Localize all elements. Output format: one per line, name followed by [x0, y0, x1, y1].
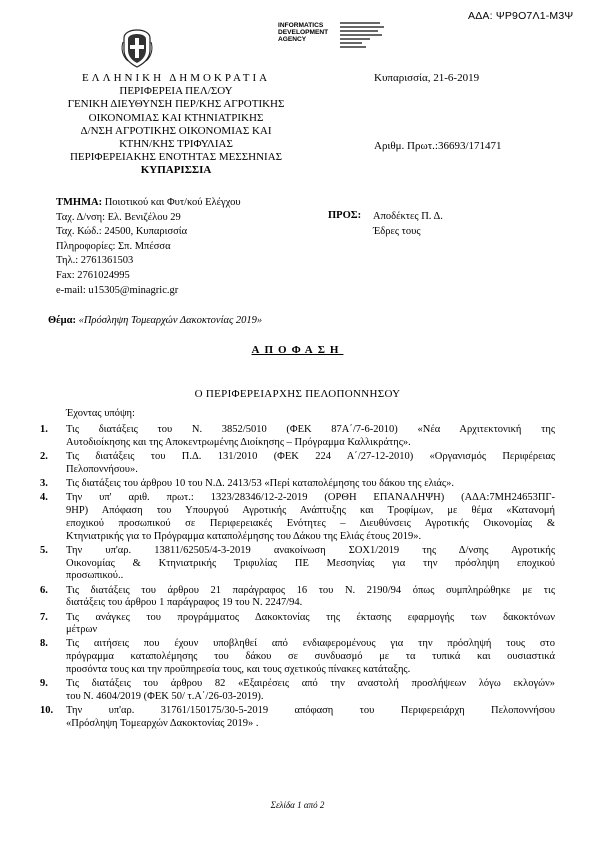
list-item-line: «Πρόσληψη Τομεαρχών Δακοκτονίας 2019» .: [66, 718, 259, 730]
list-item-line: Πελοποννήσου».: [66, 463, 138, 475]
list-item-line: Τις ανάγκες του προγράμματος Δακοκτονίας της έκτασης εφαρμογής των δακοκτόνων: [66, 611, 555, 623]
list-item-line: Τις διατάξεις του άρθρου 10 του Ν.Δ. 2413/53 «Περί καταπολέμησης του δάκου της ελιάς».: [66, 477, 454, 489]
list-item-text: [66, 545, 555, 583]
list-item-text: [66, 424, 555, 450]
having-regard-label: Έχοντας υπόψη:: [66, 408, 135, 419]
department-label: ΤΜΗΜΑ:: [56, 197, 103, 208]
list-item-line: Τις διατάξεις του Π.Δ. 131/2010 (ΦΕΚ 224 Α΄/27-12-2010) «Οργανισμός Περιφέρειας: [66, 450, 555, 462]
recipients-label: ΠΡΟΣ:: [328, 210, 362, 221]
logo-line-3: AGENCY: [278, 36, 307, 43]
informatics-agency-logo: [278, 22, 384, 52]
issuing-authority-header: [58, 72, 294, 178]
list-item: [40, 478, 555, 491]
list-item-number: 3.: [40, 477, 48, 489]
postal-code: Ταχ. Κώδ.: 24500, Κυπαρισσία: [56, 226, 188, 238]
list-item-line: Αυτοδιοίκησης και της Αποκεντρωμένης Διοίκησης – Πρόγραμμα Καλλικράτης».: [66, 436, 411, 448]
list-item-line: Κτηνιατρικής για το Πρόγραμμα καταπολέμησης του Δάκου της Ελιάς έτους 2019».: [66, 530, 422, 542]
email[interactable]: e-mail: u15305@minagric.gr: [56, 284, 179, 296]
list-item-text: [66, 612, 555, 638]
list-item-number: 5.: [40, 544, 48, 556]
list-item-line: προσωπικού..: [66, 570, 124, 582]
header-line: ΚΤΗΝ/ΚΗΣ ΤΡΙΦΥΛΙΑΣ: [119, 138, 233, 151]
header-line: ΚΥΠΑΡΙΣΣΙΑ: [140, 164, 212, 177]
list-item-line: Την υπ' αριθ. πρωτ.: 1323/28346/12-2-2019 (ΟΡΘΗ ΕΠΑΝΑΛΗΨΗ) (ΑΔΑ:7ΜΗ24653ΠΓ-: [66, 492, 555, 504]
document-date: Κυπαρισσία, 21-6-2019: [374, 72, 480, 84]
list-item: [40, 451, 555, 477]
header-line: ΟΙΚΟΝΟΜΙΑΣ ΚΑΙ ΚΤΗΝΙΑΤΡΙΚΗΣ: [88, 111, 264, 124]
list-item-line: του Ν. 4604/2019 (ΦΕΚ 50/ τ.Α΄/26-03-2019).: [66, 691, 264, 703]
list-item-line: μέτρων: [66, 624, 98, 636]
list-item: [40, 678, 555, 704]
list-item-number: 6.: [40, 584, 48, 596]
considerations-list: [40, 424, 555, 732]
subject-line: [48, 315, 262, 326]
information-contact: Πληροφορίες: Σπ. Μπέσσα: [56, 240, 171, 252]
list-item-text: [66, 478, 555, 491]
recipients-line: Αποδέκτες Π. Δ.: [373, 211, 443, 222]
list-item-line: 9ΗΡ) Απόφαση του Υπουργού Αγροτικής Ανάπτυξης και Τροφίμων, με θέμα «Κατανομή: [66, 504, 555, 516]
header-line: ΠΕΡΙΦΕΡΕΙΑ ΠΕΛ/ΣΟΥ: [119, 85, 233, 98]
list-item-text: [66, 638, 555, 676]
department-name: Ποιοτικού και Φυτ/κού Ελέγχου: [102, 197, 241, 208]
logo-line-1: INFORMATICS: [278, 22, 324, 29]
list-item-line: Τις αιτήσεις που έχουν υποβληθεί από ενδιαφερομένους για την πρόσληψή τους στο: [66, 638, 555, 650]
list-item-line: Τις διατάξεις του Ν. 3852/5010 (ΦΕΚ 87Α΄/7-6-2010) «Νέα Αρχιτεκτονική της: [66, 424, 555, 435]
list-item-line: προσόντα τους και την προϋπηρεσία τους, και τους σχετικούς πίνακες κατάταξης.: [66, 664, 411, 676]
recipients: [373, 210, 443, 239]
list-item-line: Τις διατάξεις του άρθρου 82 «Εξαιρέσεις από την αναστολή προσλήψεων λόγω εκλογών»: [66, 678, 555, 690]
subject-label: Θέμα:: [48, 315, 76, 326]
list-item-text: [66, 678, 555, 704]
list-item: [40, 545, 555, 583]
decision-title: ΑΠΟΦΑΣΗ: [251, 344, 344, 356]
list-item-number: 9.: [40, 678, 48, 690]
list-item-number: 2.: [40, 450, 48, 462]
list-item-line: εποχικού προσωπικού σε Περιφερειακές Ενότητες – Διευθύνσεις Αγροτικής Οικονομίας &: [66, 517, 555, 529]
regional-governor-heading: Ο ΠΕΡΙΦΕΡΕΙΑΡΧΗΣ ΠΕΛΟΠΟΝΝΗΣΟΥ: [194, 388, 401, 400]
phone: Τηλ.: 2761361503: [56, 255, 134, 267]
fax: Fax: 2761024995: [56, 269, 130, 281]
logo-line-2: DEVELOPMENT: [278, 29, 329, 36]
header-line: ΠΕΡΙΦΕΡΕΙΑΚΗΣ ΕΝΟΤΗΤΑΣ ΜΕΣΣΗΝΙΑΣ: [69, 151, 283, 164]
list-item-number: 10.: [40, 705, 54, 717]
list-item-text: [66, 585, 555, 611]
list-item-line: Τις διατάξεις του άρθρου 21 παράγραφος 16 του Ν. 2190/94 όπως συμπληρώθηκε με τις: [66, 584, 555, 596]
list-item-number: 7.: [40, 611, 48, 623]
list-item-number: 1.: [40, 424, 48, 435]
page-footer: Σελίδα 1 από 2: [270, 800, 325, 810]
list-item: [40, 705, 555, 731]
ada-code: ΑΔΑ: ΨΡ9Ο7Λ1-Μ3Ψ: [468, 10, 574, 22]
list-item-number: 4.: [40, 492, 48, 504]
list-item-line: Την υπ'αρ. 13811/62505/4-3-2019 ανακοίνωση ΣΟΧ1/2019 της Δ/νσης Αγροτικής: [66, 544, 555, 556]
contact-block: [56, 196, 241, 298]
list-item-line: διατάξεις του άρθρου 1 παράγραφος 19 του Ν. 2247/94.: [66, 597, 303, 609]
recipients-line: Έδρες τους: [373, 225, 421, 237]
list-item-text: [66, 705, 555, 731]
list-item-line: πρόγραμμα καταπολέμησης του δάκου σε συνδυασμό με τα τυπικά και ουσιαστικά: [66, 651, 555, 663]
header-line: ΓΕΝΙΚΗ ΔΙΕΥΘΥΝΣΗ ΠΕΡ/ΚΗΣ ΑΓΡΟΤΙΚΗΣ: [67, 98, 285, 111]
list-item: [40, 585, 555, 611]
protocol-number: Αριθμ. Πρωτ.:36693/171471: [374, 140, 502, 152]
list-item: [40, 424, 555, 450]
signature-stamp-icon: [340, 22, 384, 50]
list-item-text: [66, 492, 555, 543]
header-line: ΕΛΛΗΝΙΚΗ ΔΗΜΟΚΡΑΤΙΑ: [81, 72, 271, 84]
list-item-number: 8.: [40, 638, 48, 650]
list-item: [40, 612, 555, 638]
subject-text: «Πρόσληψη Τομεαρχών Δακοκτονίας 2019»: [75, 315, 263, 326]
list-item-line: Οικονομίας & Κτηνιατρικής Τριφυλίας ΠΕ Μεσσηνίας για την πρόσληψη εποχικού: [66, 557, 555, 569]
list-item: [40, 638, 555, 676]
address: Ταχ. Δ/νση: Ελ. Βενιζέλου 29: [56, 211, 181, 223]
list-item: [40, 492, 555, 543]
header-line: Δ/ΝΣΗ ΑΓΡΟΤΙΚΗΣ ΟΙΚΟΝΟΜΙΑΣ ΚΑΙ: [80, 124, 272, 137]
list-item-line: Την υπ'αρ. 31761/150175/30-5-2019 απόφαση του Περιφερειάρχη Πελοποννήσου: [66, 705, 555, 717]
greek-coat-of-arms-icon: [120, 28, 154, 68]
list-item-text: [66, 451, 555, 477]
